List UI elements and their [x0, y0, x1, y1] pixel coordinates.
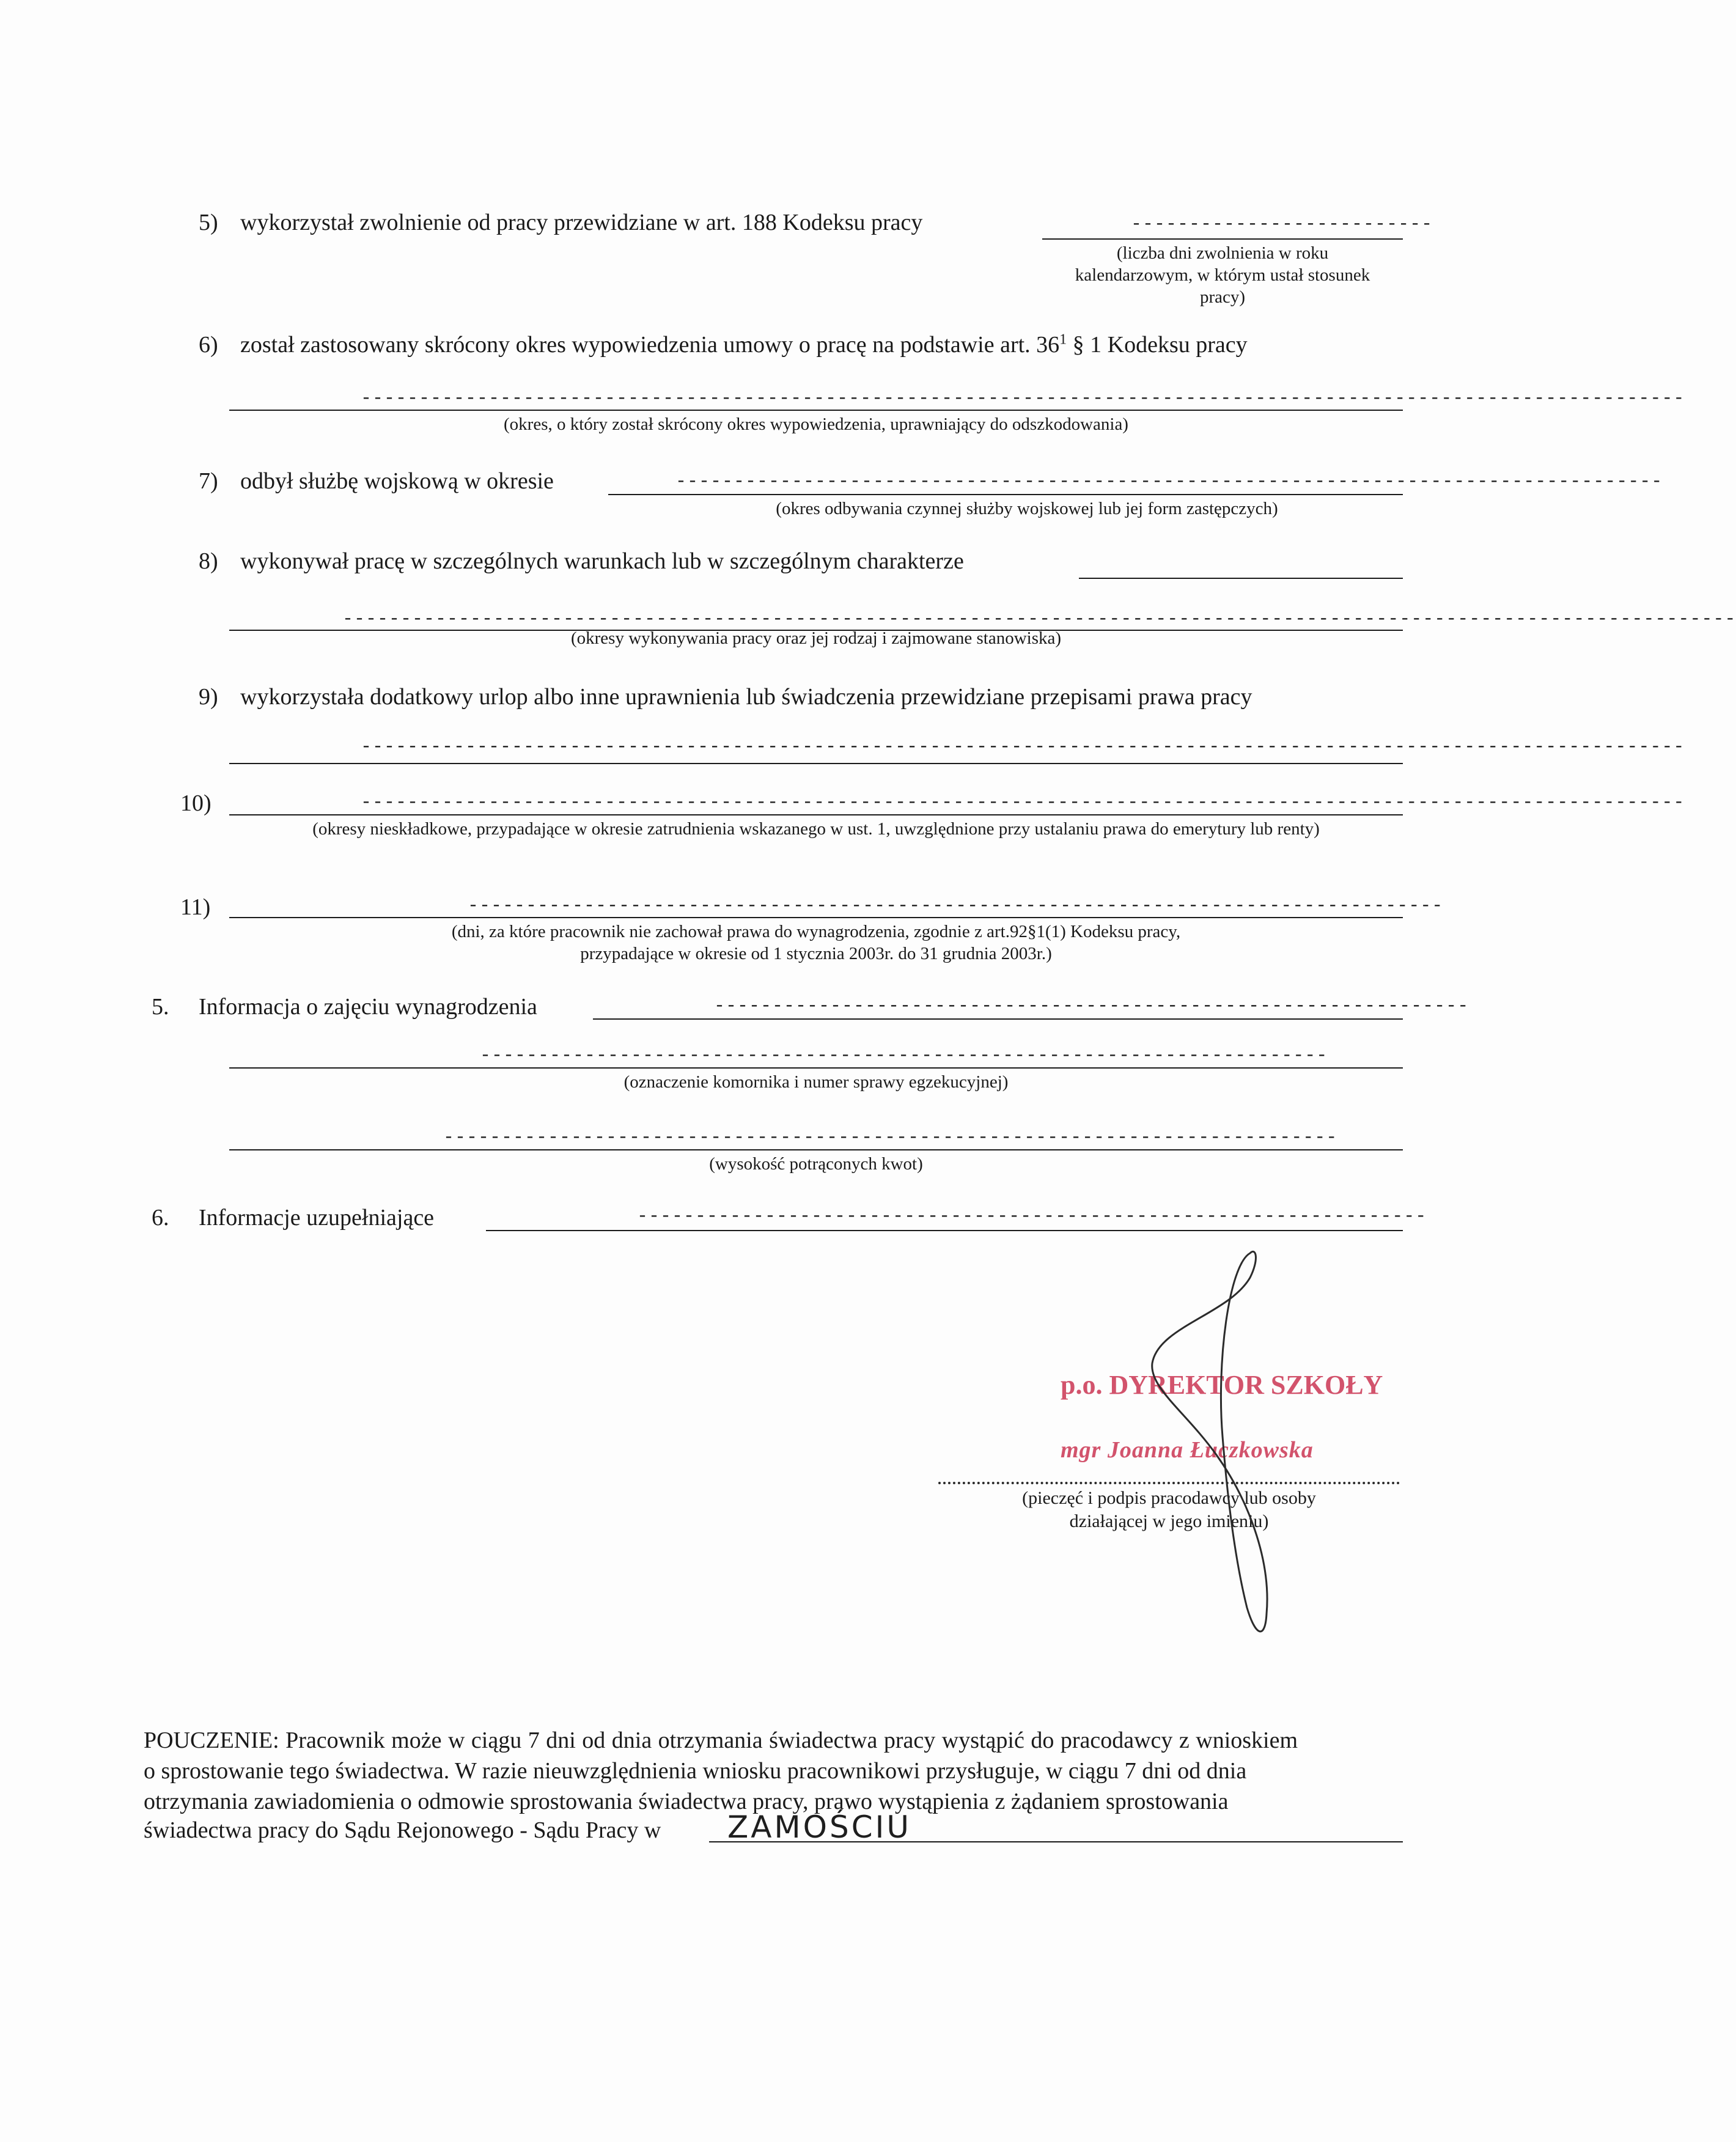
section-5-underline-3	[229, 1149, 1403, 1150]
item-9-underline	[229, 763, 1403, 764]
city-underline	[709, 1841, 1403, 1842]
item-11-dashes: ------------------------------------------------------------------------------------	[468, 896, 1444, 916]
item-5-text: wykorzystał zwolnienie od pracy przewidziane w art. 188 Kodeksu pracy	[240, 210, 923, 235]
item-6-number: 6)	[199, 332, 218, 358]
item-7-dashes: -------------------------------------------------------------------------------------	[675, 471, 1663, 492]
section-5-number: 5.	[152, 994, 169, 1020]
item-8-number: 8)	[199, 548, 218, 574]
item-7-number: 7)	[199, 468, 218, 494]
item-11-caption: (dni, za które pracownik nie zachował prawa do wynagrodzenia, zgodnie z art.92§1(1) Kodeksu pracy, przypadające w okresie od 1 stycznia 2003r. do 31 grudnia 2003r.)	[451, 922, 1181, 963]
pouczenie-line-2: o sprostowanie tego świadectwa. W razie nieuwzględnienia wniosku pracownikowi przysługuje, w ciągu 7 dni od dnia	[144, 1758, 1247, 1784]
section-6-number: 6.	[152, 1205, 169, 1231]
pouczenie-line-3: otrzymania zawiadomienia o odmowie sprostowania świadectwa pracy, prawo wystąpienia z żądaniem sprostowania	[144, 1789, 1229, 1814]
section-5-underline	[593, 1018, 1403, 1020]
pouczenie-line-4: świadectwa pracy do Sądu Rejonowego - Sądu Pracy w	[144, 1817, 661, 1843]
stamp-name: mgr Joanna Łuczkowska	[1061, 1437, 1314, 1463]
item-9-text: wykorzystała dodatkowy urlop albo inne uprawnienia lub świadczenia przewidziane przepisami prawa pracy	[240, 684, 1252, 710]
section-6-underline	[486, 1230, 1403, 1231]
item-10-caption: (okresy nieskładkowe, przypadające w okresie zatrudnienia wskazanego w ust. 1, uwzględnione przy ustalaniu prawa do emerytury lub renty)	[312, 819, 1320, 839]
item-8-dashes: ------------------------------------------------------------------------------------------------------------------------	[342, 609, 1736, 630]
item-5-dashes: --------------------------	[1131, 214, 1433, 235]
pouczenie-line-1: POUCZENIE: Pracownik może w ciągu 7 dni od dnia otrzymania świadectwa pracy wystąpić do pracodawcy z wnioskiem	[144, 1728, 1298, 1753]
item-5-underline	[1042, 238, 1403, 240]
section-5-underline-2	[229, 1067, 1403, 1069]
section-6-dashes: --------------------------------------------------------------------	[637, 1206, 1427, 1227]
item-7-underline	[608, 494, 1403, 495]
item-8-caption: (okresy wykonywania pracy oraz jej rodzaj i zajmowane stanowiska)	[570, 628, 1062, 648]
stamp-title: p.o. DYREKTOR SZKOŁY	[1061, 1370, 1383, 1400]
section-5-caption-2: (oznaczenie komornika i numer sprawy egzekucyjnej)	[623, 1072, 1009, 1092]
item-10-number: 10)	[180, 790, 211, 816]
item-5-caption: (liczba dni zwolnienia w roku kalendarzowym, w którym ustał stosunek pracy)	[1075, 243, 1370, 307]
section-5-dashes-3: -----------------------------------------------------------------------------	[443, 1127, 1338, 1148]
item-9-dashes: ------------------------------------------------------------------------------------------------------------------	[361, 737, 1685, 757]
section-5-title: Informacja o zajęciu wynagrodzenia	[199, 994, 537, 1020]
item-10-underline	[229, 814, 1403, 815]
item-6-caption: (okres, o który został skrócony okres wypowiedzenia, uprawniający do odszkodowania)	[504, 414, 1128, 434]
section-5-dashes: -----------------------------------------------------------------	[714, 996, 1469, 1017]
section-6-title: Informacje uzupełniające	[199, 1205, 435, 1231]
section-5-dashes-2: -------------------------------------------------------------------------	[480, 1045, 1328, 1066]
item-7-text: odbył służbę wojskową w okresie	[240, 468, 554, 494]
item-7-caption: (okres odbywania czynnej służby wojskowej lub jej form zastępczych)	[776, 499, 1278, 518]
item-6-underline	[229, 410, 1403, 411]
item-11-underline	[229, 917, 1403, 918]
item-8-underline-top	[1079, 578, 1403, 579]
item-8-text: wykonywał pracę w szczególnych warunkach lub w szczególnym charakterze	[240, 548, 964, 574]
signature-caption: (pieczęć i podpis pracodawcy lub osoby działającej w jego imieniu)	[1022, 1488, 1316, 1531]
section-5-caption-3: (wysokość potrąconych kwot)	[709, 1154, 923, 1174]
handwritten-city: ZAMOŚCIU	[727, 1809, 911, 1845]
item-5-number: 5)	[199, 210, 218, 235]
handwritten-signature-icon	[1125, 1241, 1296, 1651]
item-10-dashes: ------------------------------------------------------------------------------------------------------------------	[361, 792, 1685, 813]
item-11-number: 11)	[180, 894, 211, 920]
item-6-text: został zastosowany skrócony okres wypowiedzenia umowy o pracę na podstawie art. $36^1$ § 1 Kodeksu pracy	[240, 331, 1248, 358]
item-9-number: 9)	[199, 684, 218, 710]
item-6-dashes: ------------------------------------------------------------------------------------------------------------------	[361, 388, 1685, 409]
